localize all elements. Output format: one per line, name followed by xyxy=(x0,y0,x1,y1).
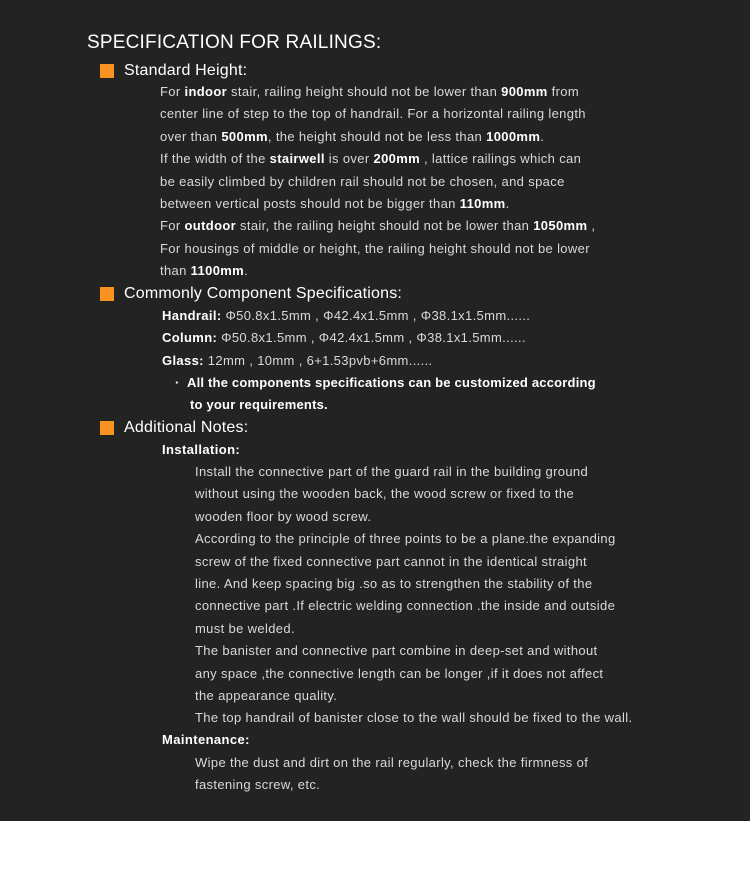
standard-height-line xyxy=(160,218,595,233)
highlight-term: 1100mm xyxy=(190,263,245,279)
highlight-term: 200mm xyxy=(373,151,421,167)
line-text: If the width of the xyxy=(160,151,270,167)
line-text: . xyxy=(540,128,545,144)
installation-line: wooden floor by wood screw. xyxy=(195,508,372,524)
installation-line: According to the principle of three points to be a plane.the expanding xyxy=(195,531,616,547)
line-text: stair, the railing height should not be lower than xyxy=(236,218,534,234)
installation-line: The banister and connective part combine in deep-set and without xyxy=(195,643,598,659)
installation-line: The top handrail of banister close to the wall should be fixed to the wall. xyxy=(195,710,633,726)
installation-line: must be welded. xyxy=(195,620,295,636)
highlight-term: stairwell xyxy=(269,151,325,167)
installation-heading: Installation: xyxy=(162,442,241,457)
line-text: between vertical posts should not be bigger than xyxy=(160,196,460,211)
highlight-term: indoor xyxy=(184,84,228,99)
installation-line: line. And keep spacing big .so as to strengthen the stability of the xyxy=(195,576,593,591)
installation-line: without using the wooden back, the wood screw or fixed to the xyxy=(195,486,575,502)
line-text: , lattice railings which can xyxy=(420,151,582,167)
section-additional-notes xyxy=(100,418,248,438)
handrail-spec xyxy=(162,308,530,323)
glass-label: Glass: xyxy=(162,353,204,368)
line-text: stair, railing height should not be lower than xyxy=(227,84,502,99)
installation-line: Install the connective part of the guard rail in the building ground xyxy=(195,464,589,479)
glass-value: 12mm , 10mm , 6+1.53pvb+6mm...... xyxy=(203,353,433,368)
line-text: . xyxy=(244,263,249,279)
section-components xyxy=(100,284,402,304)
standard-height-line xyxy=(160,84,579,99)
highlight-term: 500mm xyxy=(221,128,268,144)
page-title: SPECIFICATION FOR RAILINGS: xyxy=(87,32,382,53)
line-text: than xyxy=(160,263,191,279)
highlight-term: 900mm xyxy=(501,84,548,99)
customize-note-line1 xyxy=(175,375,596,390)
line-text: For xyxy=(160,84,185,99)
standard-height-line xyxy=(160,263,248,278)
line-text: . xyxy=(505,196,510,211)
standard-height-line xyxy=(160,151,581,166)
column-value: Φ50.8x1.5mm , Φ42.4x1.5mm , Φ38.1x1.5mm...... xyxy=(217,330,526,345)
line-text: center line of step to the top of handrail. For a horizontal railing length xyxy=(160,106,586,122)
customize-text: All the components specifications can be customized according xyxy=(187,375,596,390)
orange-square-icon xyxy=(100,421,114,435)
column-spec xyxy=(162,330,526,345)
orange-square-icon xyxy=(100,287,114,301)
standard-height-line xyxy=(160,174,565,189)
line-text: is over xyxy=(324,151,374,167)
section-heading: Standard Height: xyxy=(124,62,248,79)
standard-height-line xyxy=(160,241,590,256)
standard-height-line xyxy=(160,196,510,211)
maintenance-heading: Maintenance: xyxy=(162,732,250,747)
column-label: Column: xyxy=(162,330,218,345)
section-standard-height xyxy=(100,61,247,81)
handrail-label: Handrail: xyxy=(162,308,222,323)
installation-line: screw of the fixed connective part cannot in the identical straight xyxy=(195,553,587,569)
standard-height-line xyxy=(160,106,586,121)
orange-square-icon xyxy=(100,64,114,78)
customize-note-line2: to your requirements. xyxy=(190,397,328,412)
maintenance-line: Wipe the dust and dirt on the rail regularly, check the firmness of xyxy=(195,755,589,770)
line-text: from xyxy=(547,84,580,99)
line-text: For xyxy=(160,218,185,234)
section-heading: Commonly Component Specifications: xyxy=(124,285,403,302)
maintenance-line: fastening screw, etc. xyxy=(195,777,321,793)
line-text: over than xyxy=(160,128,222,144)
glass-spec xyxy=(162,353,433,368)
installation-line: any space ,the connective length can be longer ,if it does not affect xyxy=(195,665,604,681)
handrail-value: Φ50.8x1.5mm , Φ42.4x1.5mm , Φ38.1x1.5mm...... xyxy=(221,308,531,323)
standard-height-line xyxy=(160,129,544,144)
installation-line: the appearance quality. xyxy=(195,688,338,703)
section-heading: Additional Notes: xyxy=(124,419,249,436)
installation-line: connective part .If electric welding connection .the inside and outside xyxy=(195,598,616,614)
line-text: , xyxy=(587,218,596,234)
highlight-term: 1000mm xyxy=(486,128,541,144)
highlight-term: 110mm xyxy=(459,196,506,211)
highlight-term: 1050mm xyxy=(533,218,588,234)
highlight-term: outdoor xyxy=(184,218,237,234)
line-text: be easily climbed by children rail should not be chosen, and space xyxy=(160,173,565,189)
line-text: , the height should not be less than xyxy=(267,128,487,144)
line-text: For housings of middle or height, the railing height should not be lower xyxy=(160,240,590,256)
bullet-icon: · xyxy=(175,375,180,390)
